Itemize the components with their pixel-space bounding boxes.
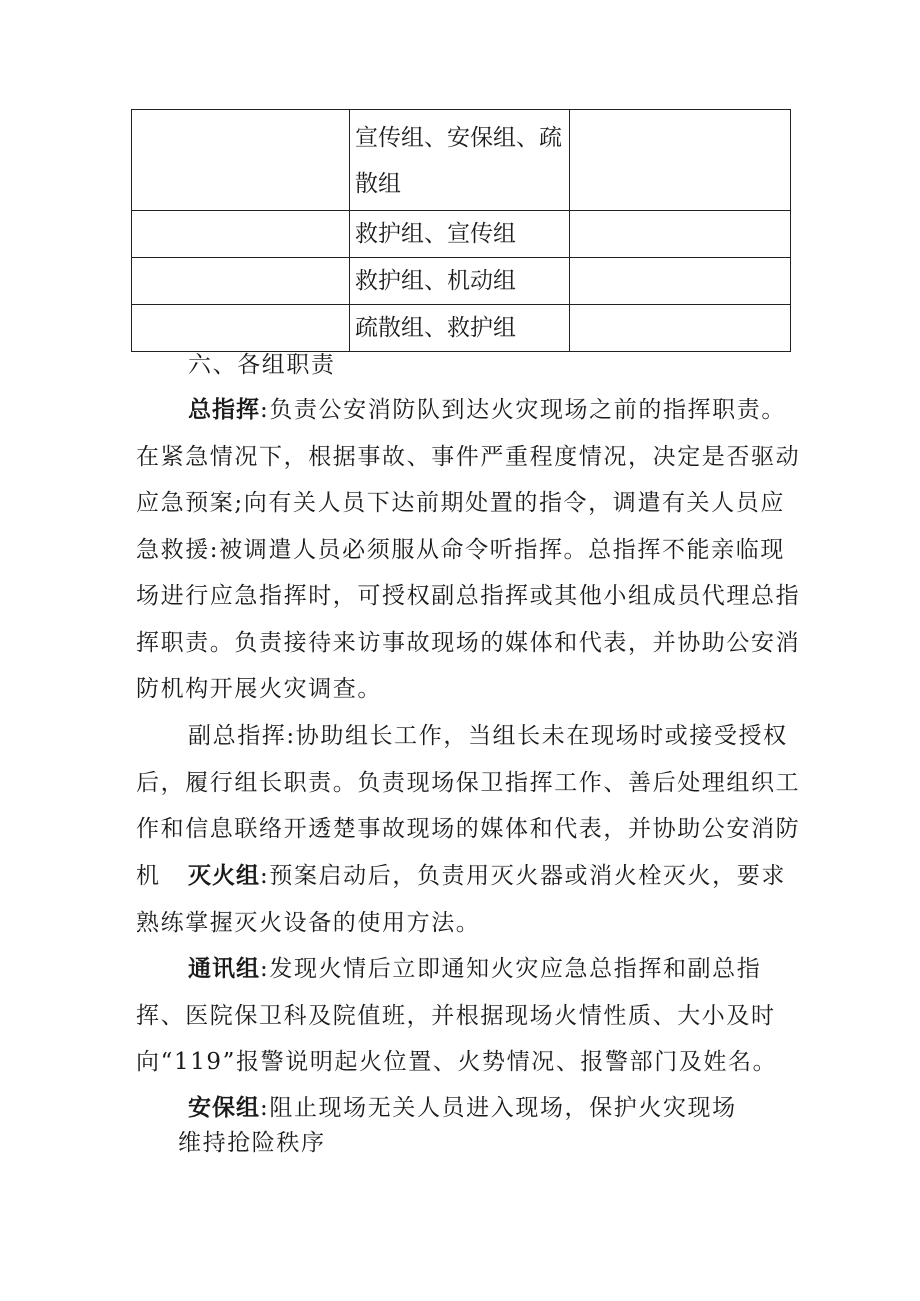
duty-text: :发现火情后立即通知火灾应急总指挥和副总指挥、医院保卫科及院值班，并根据现场火情性质、大小及时向“119”报警说明起火位置、火势情况、报警部门及姓名。 (136, 956, 778, 1075)
table-row (132, 211, 791, 258)
table-cell-empty (132, 258, 350, 305)
duty-communication-group (136, 946, 804, 1086)
duty-security-continuation: 维持抢险秩序 (178, 1130, 326, 1156)
table-row (132, 258, 791, 305)
duty-lead: 副总指挥 (188, 723, 287, 749)
duty-text: :预案启动后，负责用灭火器或消火栓灭火，要求熟练掌握灭火设备的使用方法。 (136, 863, 786, 936)
table-cell-empty (570, 211, 791, 258)
table-row (132, 110, 791, 211)
duty-firefighting-group (136, 853, 804, 946)
table-cell-groups: 救护组、宣传组 (350, 211, 570, 258)
group-assignment-table (131, 109, 791, 352)
duty-lead: 总指挥 (188, 397, 260, 423)
table-cell-groups: 疏散组、救护组 (350, 305, 570, 352)
section-heading: 六、各组职责 (188, 352, 336, 378)
table-cell-empty (570, 110, 791, 211)
duty-lead: 通讯组 (188, 956, 260, 982)
duty-commander (136, 387, 804, 713)
duty-lead: 安保组 (188, 1095, 260, 1121)
table-cell-empty (132, 211, 350, 258)
duty-text: :协助组长工作，当组长未在现场时或接受授权后，履行组长职责。负责现场保卫指挥工作、善后处理组织工作和信息联络开透楚事故现场的媒体和代表，并协助公安消防机 (136, 723, 801, 889)
table-cell-groups: 救护组、机动组 (350, 258, 570, 305)
duty-text: :负责公安消防队到达火灾现场之前的指挥职责。在紧急情况下，根据事故、事件严重程度情况，决定是否驱动应急预案;向有关人员下达前期处置的指令，调遣有关人员应急救援:被调遣人员必须服从命令听指挥。总指挥不能亲临现场进行应急指挥时，可授权副总指挥或其他小组成员代理总指挥职责。负责接待来访事故现场的媒体和代表，并协助公安消防机构开展火灾调查。 (136, 397, 801, 702)
table-cell-empty (570, 258, 791, 305)
table-cell-empty (132, 110, 350, 211)
table-cell-groups: 宣传组、安保组、疏散组 (350, 110, 570, 211)
duty-text: :阻止现场无关人员进入现场，保护火灾现场 (260, 1095, 737, 1121)
duty-lead: 灭火组 (188, 863, 260, 889)
